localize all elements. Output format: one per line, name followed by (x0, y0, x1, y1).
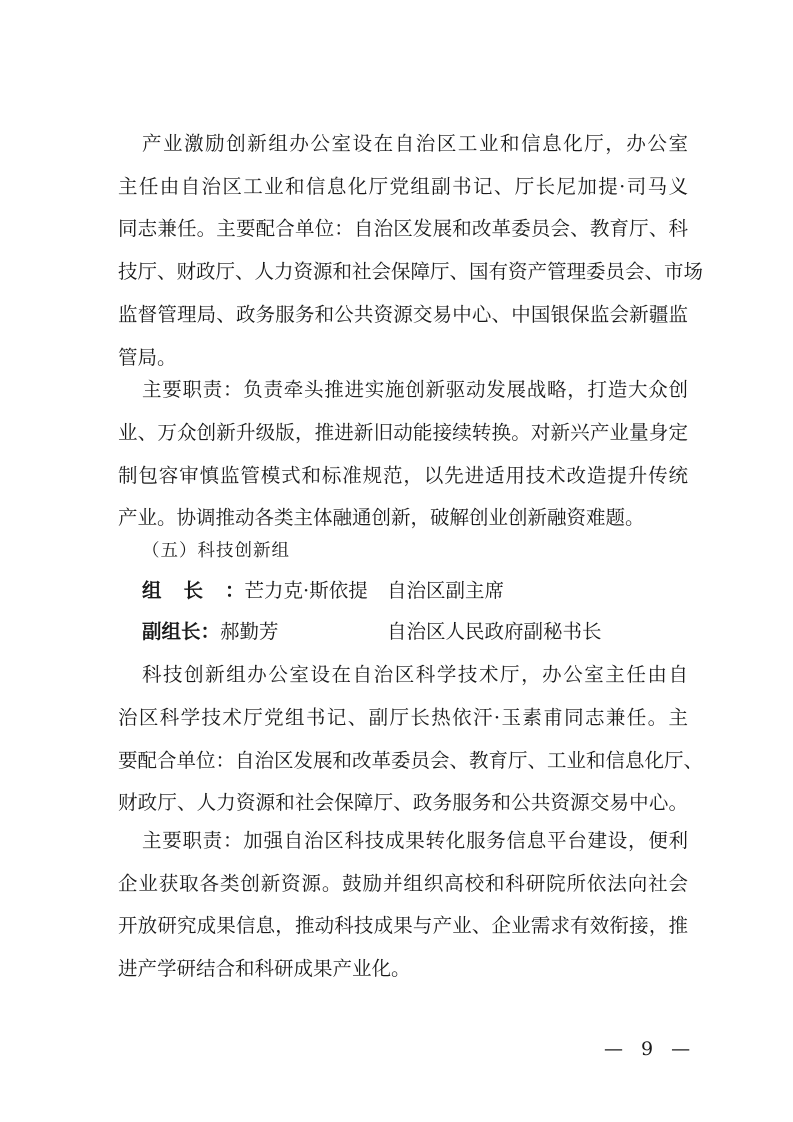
paragraph-line: 主要职责：加强自治区科技成果转化服务信息平台建设，便利 (142, 829, 688, 852)
deputy-leader-name: 郝勤芳 (220, 620, 279, 643)
page-number: — 9 — (604, 1038, 697, 1060)
section-heading: （五）科技创新组 (142, 541, 290, 561)
paragraph-line: 开放研究成果信息，推动科技成果与产业、企业需求有效衔接，推 (118, 914, 688, 937)
deputy-leader-separator: ： (200, 620, 221, 643)
paragraph-line: 制包容审慎监管模式和标准规范，以先进适用技术改造提升传统 (118, 464, 688, 487)
deputy-leader-row (142, 617, 702, 647)
paragraph-line: 产业激励创新组办公室设在自治区工业和信息化厅，办公室 (142, 132, 688, 155)
paragraph-line: 企业获取各类创新资源。鼓励并组织高校和科研院所依法向社会 (118, 872, 688, 895)
deputy-leader-label: 副组长 (142, 620, 201, 643)
paragraph-line: 财政厅、人力资源和社会保障厅、政务服务和公共资源交易中心。 (118, 791, 688, 814)
paragraph-line: 管局。 (118, 346, 177, 369)
paragraph-line: 科技创新组办公室设在自治区科学技术厅，办公室主任由自 (142, 663, 688, 686)
leader-row (142, 576, 702, 606)
paragraph-line: 主任由自治区工业和信息化厅党组副书记、厅长尼加提·司马义 (118, 175, 688, 198)
paragraph-line: 进产学研结合和科研成果产业化。 (118, 957, 411, 980)
leader-label: 组长 (142, 579, 226, 602)
paragraph-line: 主要职责：负责牵头推进实施创新驱动发展战略，打造大众创 (142, 378, 688, 401)
paragraph-line: 技厅、财政厅、人力资源和社会保障厅、国有资产管理委员会、市场 (118, 260, 704, 283)
paragraph-line: 监督管理局、政务服务和公共资源交易中心、中国银保监会新疆监 (118, 303, 688, 326)
leader-title: 自治区副主席 (387, 579, 505, 602)
paragraph-line: 治区科学技术厅党组书记、副厅长热依汗·玉素甫同志兼任。主 (118, 706, 688, 729)
leader-separator: ： (225, 579, 245, 602)
paragraph-line: 同志兼任。主要配合单位：自治区发展和改革委员会、教育厅、科 (118, 217, 688, 240)
leader-name: 芒力克·斯依提 (244, 579, 368, 602)
paragraph-line: 产业。协调推动各类主体融通创新，破解创业创新融资难题。 (118, 506, 645, 529)
deputy-leader-title: 自治区人民政府副秘书长 (387, 620, 602, 643)
paragraph-line: 要配合单位：自治区发展和改革委员会、教育厅、工业和信息化厅、 (118, 749, 704, 772)
paragraph-line: 业、万众创新升级版，推进新旧动能接续转换。对新兴产业量身定 (118, 421, 688, 444)
